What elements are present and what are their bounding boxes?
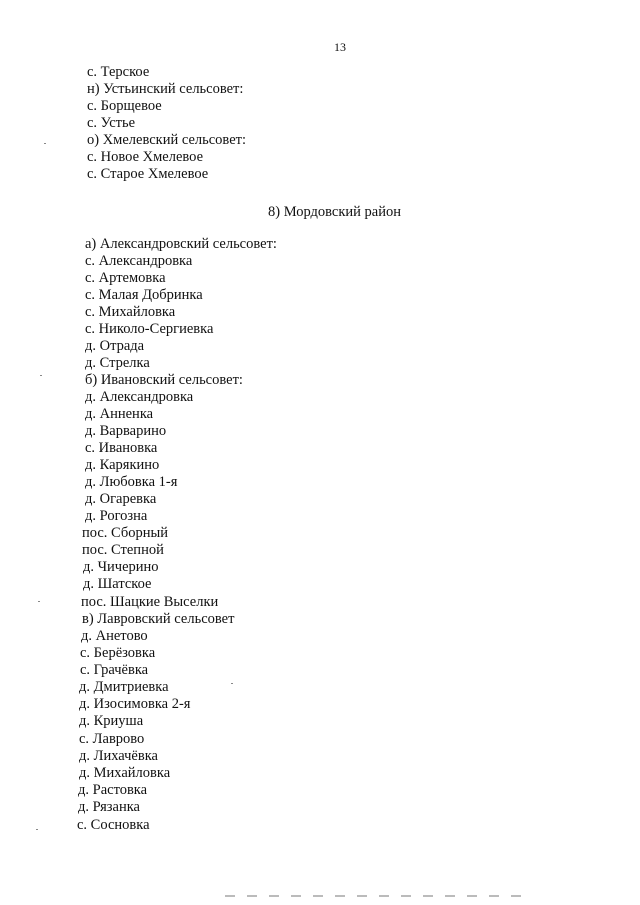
list-item: с. Старое Хмелевое xyxy=(87,166,209,182)
list-item: с. Александровка xyxy=(85,253,193,269)
list-item: а) Александровский сельсовет: xyxy=(85,236,277,252)
list-item: с. Лаврово xyxy=(79,731,145,747)
list-item: с. Борщевое xyxy=(87,98,162,114)
list-item: с. Сосновка xyxy=(77,817,150,833)
scan-footer-marks xyxy=(225,895,525,897)
list-item: д. Растовка xyxy=(78,782,148,798)
list-item: д. Анненка xyxy=(85,406,154,422)
list-item: д. Анетово xyxy=(81,628,148,644)
list-item: д. Карякино xyxy=(85,457,160,473)
scan-speck xyxy=(44,143,46,144)
list-item: д. Изосимовка 2-я xyxy=(79,696,191,712)
list-item: о) Хмелевский сельсовет: xyxy=(87,132,246,148)
list-item: д. Отрада xyxy=(85,338,145,354)
list-item: с. Устье xyxy=(87,115,136,131)
section-heading: 8) Мордовский район xyxy=(268,204,402,220)
list-item: с. Малая Добринка xyxy=(85,287,203,303)
scan-speck xyxy=(36,829,38,830)
list-item: д. Михайловка xyxy=(79,765,171,781)
list-item: с. Берёзовка xyxy=(80,645,156,661)
list-item: д. Любовка 1-я xyxy=(85,474,178,490)
list-item: с. Михайловка xyxy=(85,304,176,320)
list-item: д. Чичерино xyxy=(83,559,159,575)
list-item: с. Николо-Сергиевка xyxy=(85,321,214,337)
list-item: д. Шатское xyxy=(83,576,152,592)
list-item: с. Терское xyxy=(87,64,150,80)
list-item: д. Криуша xyxy=(79,713,144,729)
scan-speck xyxy=(40,375,42,376)
scan-speck xyxy=(38,601,40,602)
list-item: с. Грачёвка xyxy=(80,662,149,678)
page-number: 13 xyxy=(334,40,346,54)
list-item: д. Дмитриевка xyxy=(79,679,169,695)
scan-speck xyxy=(231,683,233,684)
list-item: с. Ивановка xyxy=(85,440,158,456)
list-item: пос. Шацкие Выселки xyxy=(81,594,219,610)
list-item: б) Ивановский сельсовет: xyxy=(85,372,243,388)
list-item: пос. Сборный xyxy=(82,525,169,541)
list-item: в) Лавровский сельсовет xyxy=(82,611,235,627)
list-item: д. Рогозна xyxy=(85,508,148,524)
list-item: пос. Степной xyxy=(82,542,164,558)
list-item: н) Устьинский сельсовет: xyxy=(87,81,244,97)
list-item: д. Лихачёвка xyxy=(79,748,158,764)
list-item: с. Новое Хмелевое xyxy=(87,149,204,165)
list-item: д. Александровка xyxy=(85,389,194,405)
list-item: д. Рязанка xyxy=(78,799,140,815)
list-item: д. Огаревка xyxy=(85,491,157,507)
list-item: д. Стрелка xyxy=(85,355,150,371)
list-item: с. Артемовка xyxy=(85,270,166,286)
list-item: д. Варварино xyxy=(85,423,167,439)
